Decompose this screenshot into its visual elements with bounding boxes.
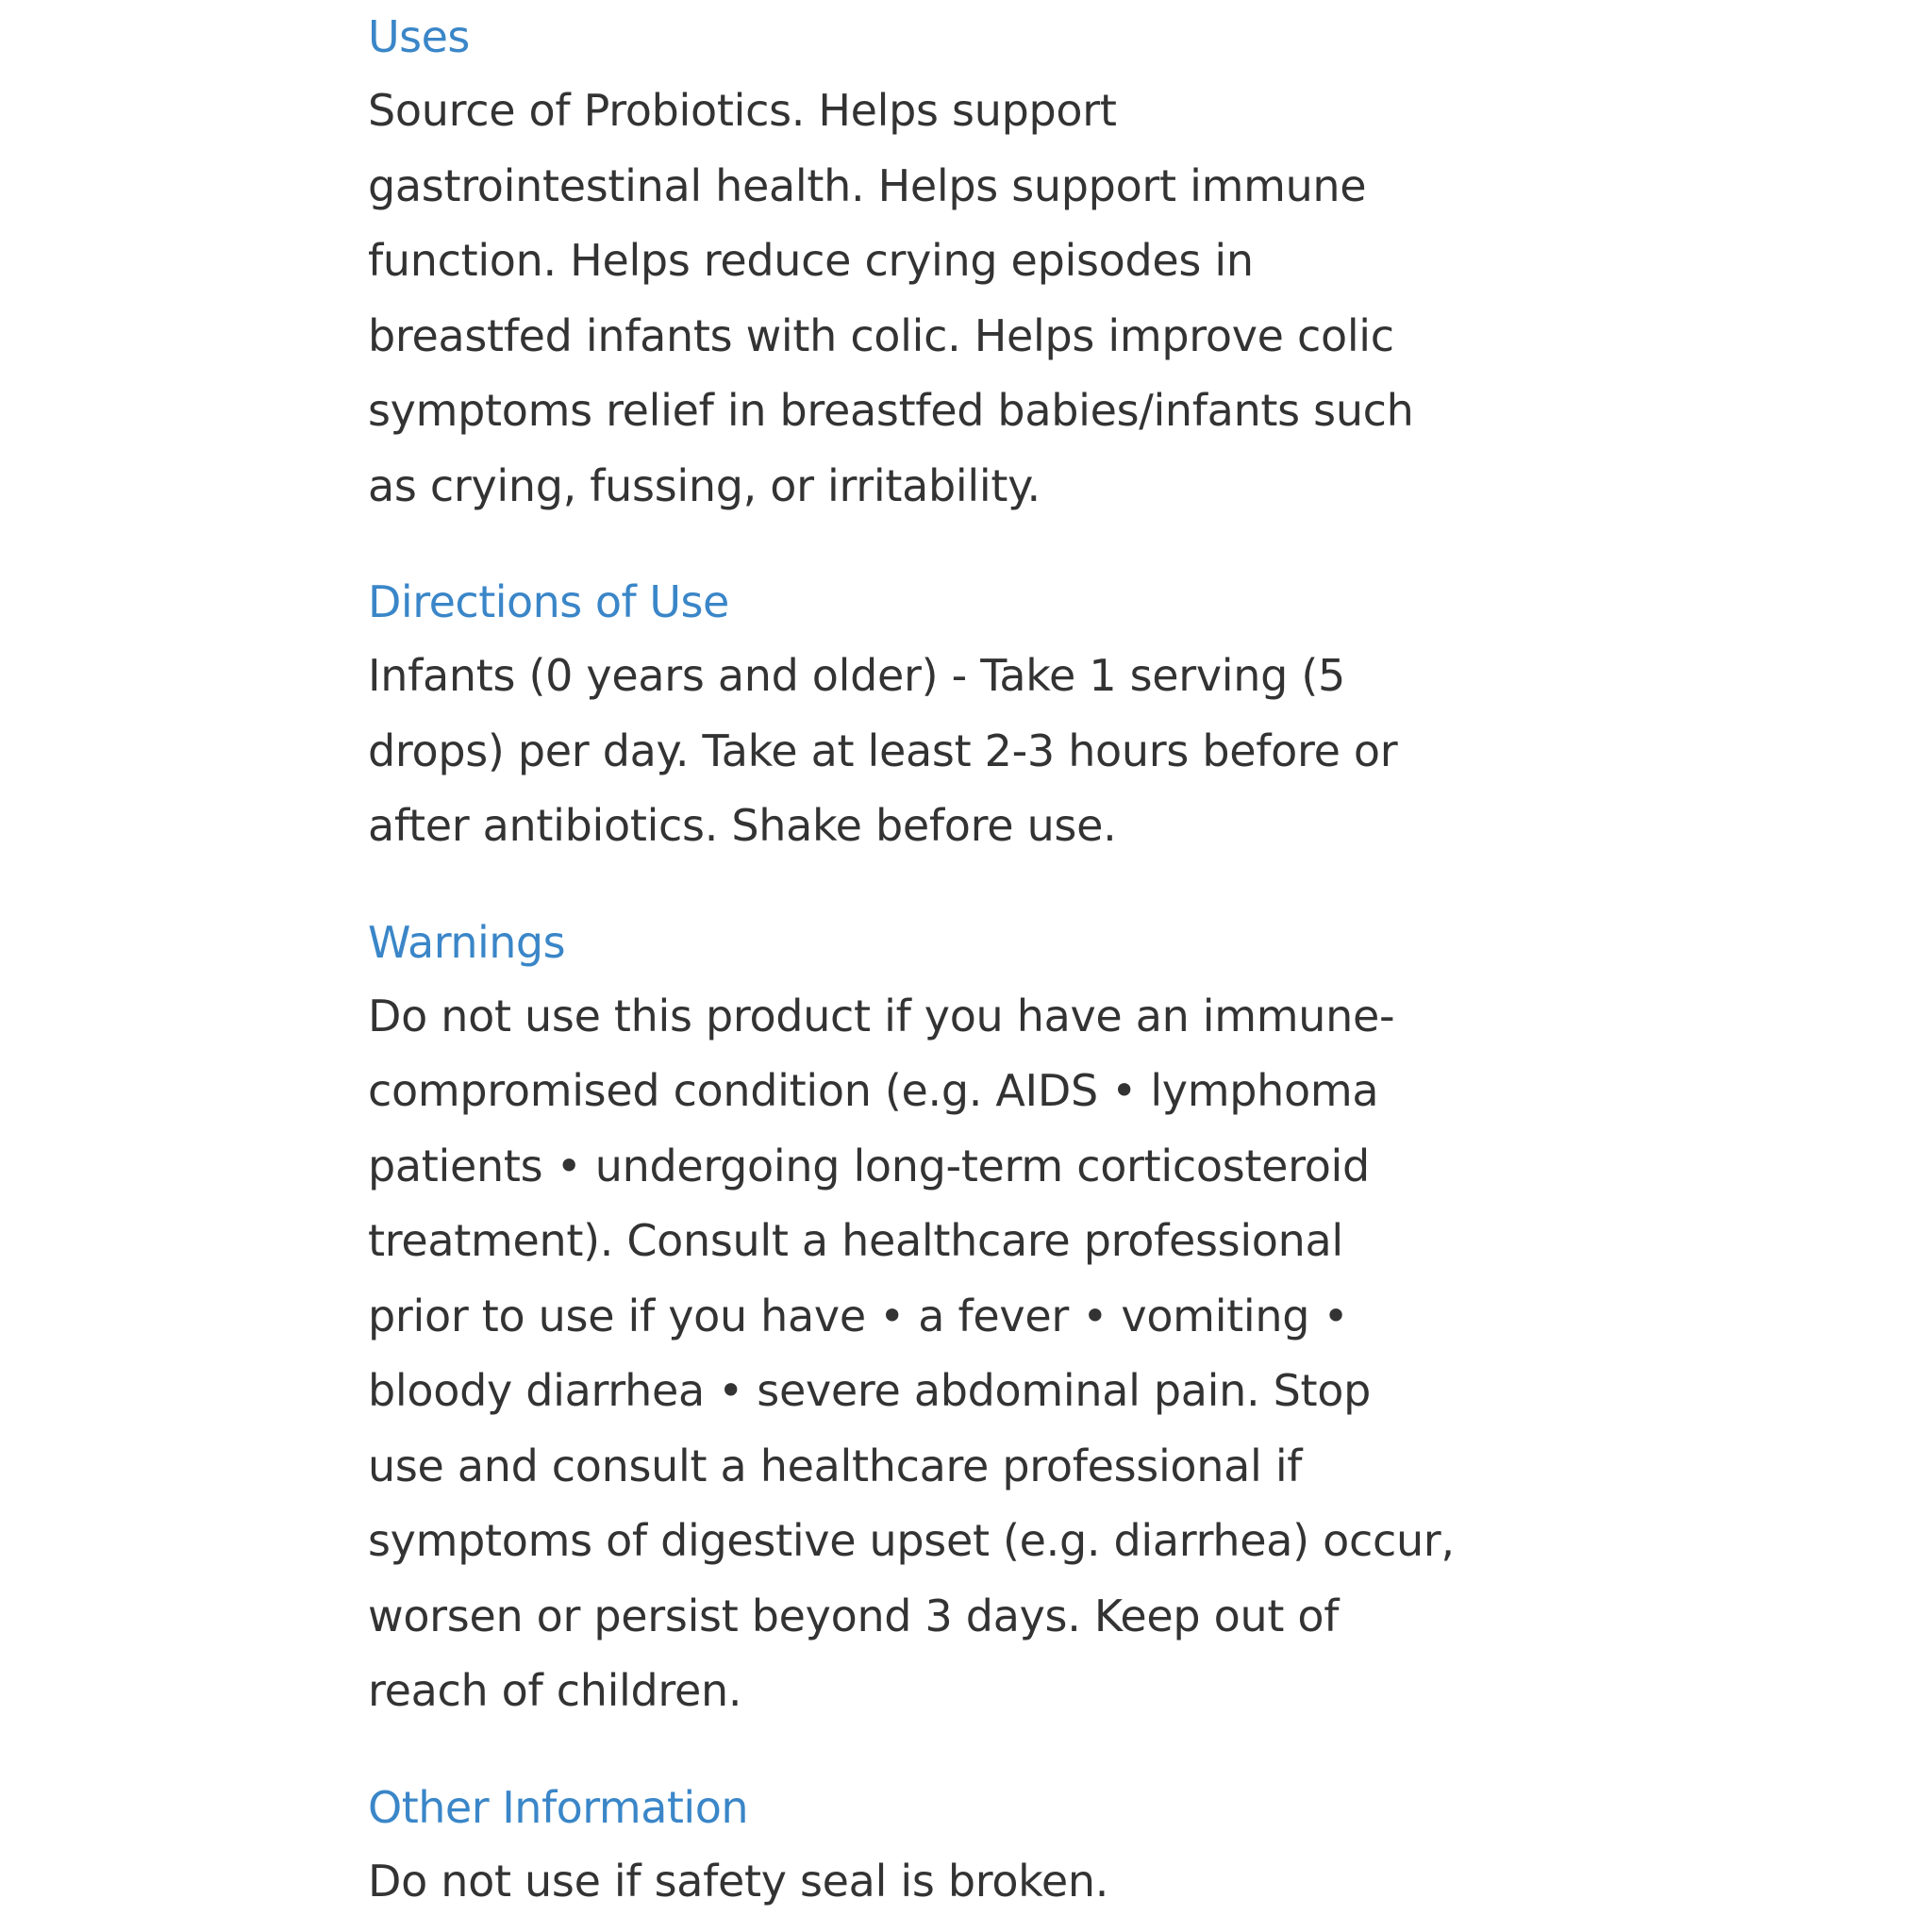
directions-heading: Directions of Use xyxy=(368,576,729,627)
other-information-heading: Other Information xyxy=(368,1781,749,1833)
text-line: reach of children. xyxy=(368,1665,742,1716)
text-line: worsen or persist beyond 3 days. Keep out of xyxy=(368,1590,1340,1641)
uses-heading: Uses xyxy=(368,11,470,62)
warnings-heading: Warnings xyxy=(368,916,566,968)
warnings-section xyxy=(368,906,1500,1729)
text-line: gastrointestinal health. Helps support immune xyxy=(368,159,1367,211)
text-line: drops) per day. Take at least 2-3 hours before or xyxy=(368,724,1398,776)
text-line: Do not use if safety seal is broken. xyxy=(368,1855,1109,1907)
text-line: Infants (0 years and older) - Take 1 serving (5 xyxy=(368,650,1345,701)
product-info-content xyxy=(368,0,1500,1919)
text-line: bloody diarrhea • severe abdominal pain. Stop xyxy=(368,1365,1372,1416)
other-information-text xyxy=(368,1844,1500,1920)
text-line: breastfed infants with colic. Helps improve colic xyxy=(368,309,1394,361)
text-line: after antibiotics. Shake before use. xyxy=(368,800,1117,851)
text-line: use and consult a healthcare professional if xyxy=(368,1440,1303,1491)
text-line: Source of Probiotics. Helps support xyxy=(368,85,1117,136)
text-line: function. Helps reduce crying episodes in xyxy=(368,235,1254,286)
text-line: prior to use if you have • a fever • vomiting • xyxy=(368,1290,1349,1341)
other-information-section xyxy=(368,1771,1500,1920)
directions-section xyxy=(368,565,1500,864)
directions-text xyxy=(368,639,1500,864)
text-line: compromised condition (e.g. AIDS • lymphoma xyxy=(368,1065,1379,1116)
warnings-text xyxy=(368,979,1500,1729)
text-line: patients • undergoing long-term corticosteroid xyxy=(368,1140,1370,1191)
text-line: as crying, fussing, or irritability. xyxy=(368,459,1041,511)
uses-section xyxy=(368,0,1500,524)
text-line: symptoms relief in breastfed babies/infants such xyxy=(368,385,1414,436)
text-line: symptoms of digestive upset (e.g. diarrhea) occur, xyxy=(368,1515,1455,1566)
text-line: Do not use this product if you have an immune- xyxy=(368,990,1395,1041)
uses-text xyxy=(368,74,1500,524)
text-line: treatment). Consult a healthcare professional xyxy=(368,1215,1343,1266)
